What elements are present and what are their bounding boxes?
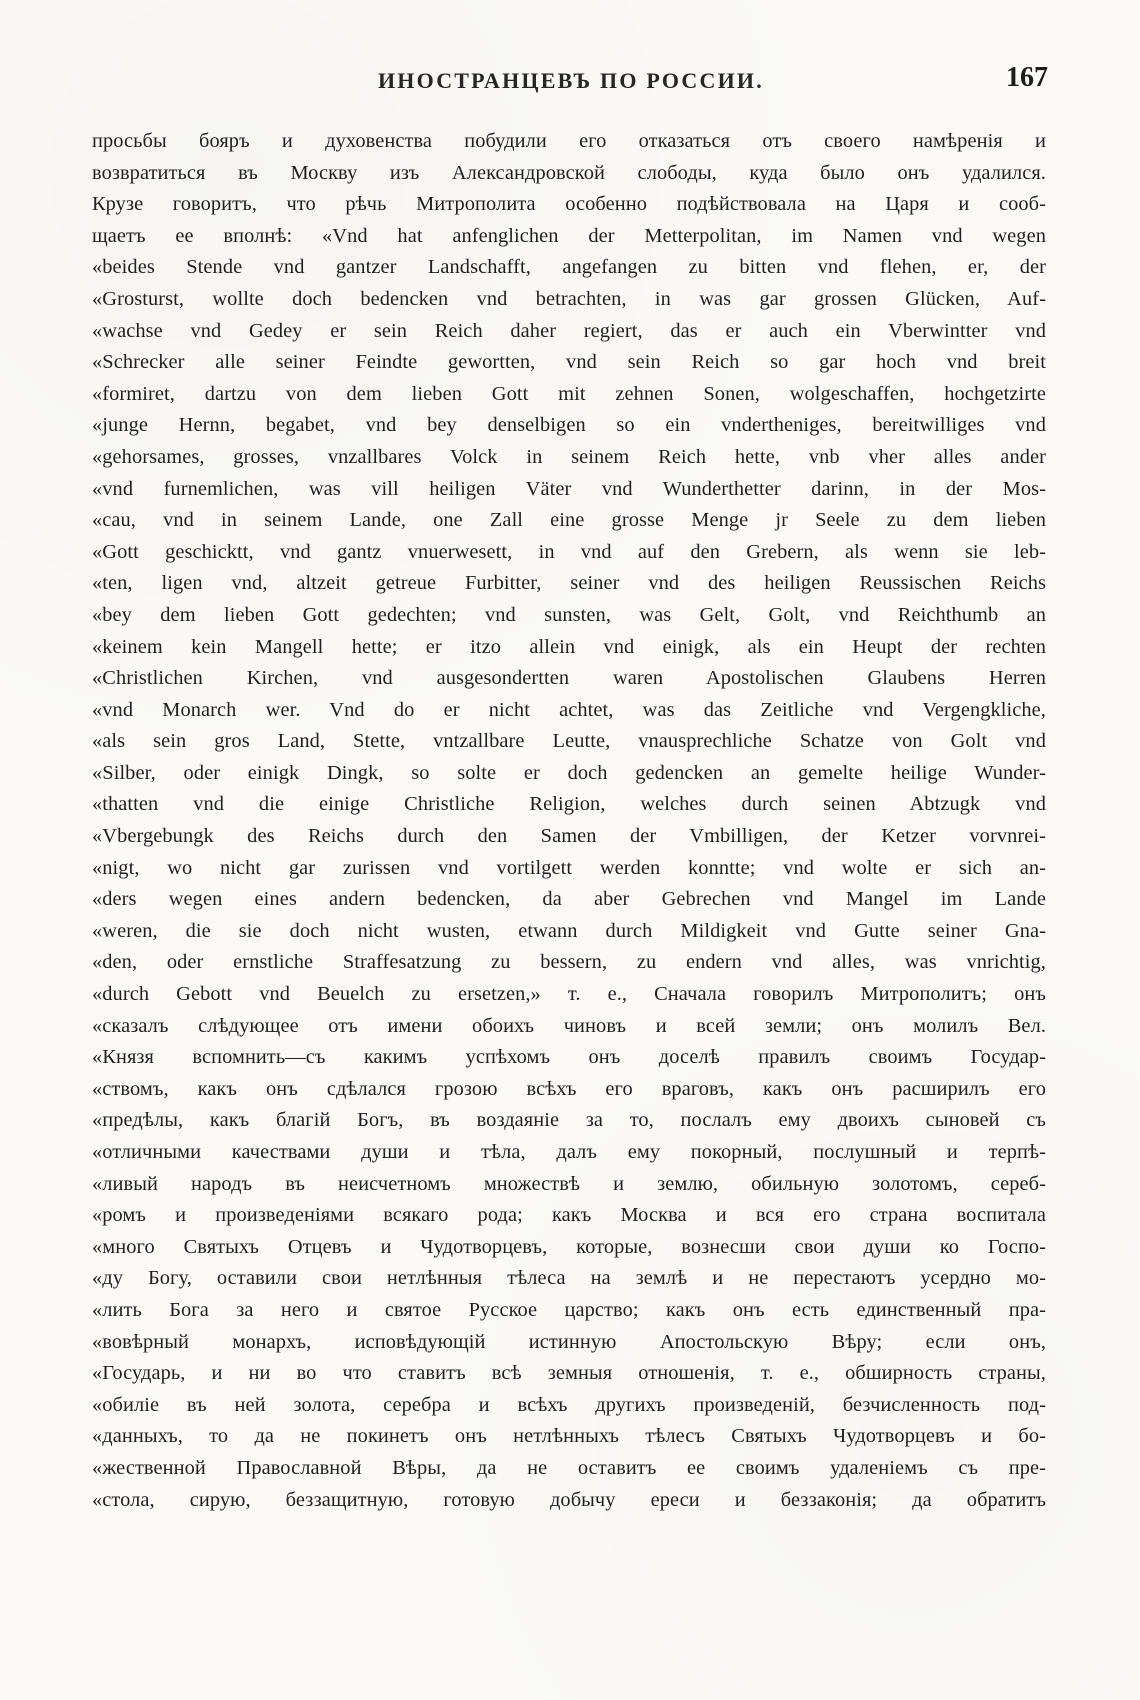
text-line: «ten, ligen vnd, altzeit getreue Furbitter, seiner vnd des heiligen Reussischen Reichs	[92, 572, 1046, 595]
text-line: «данныхъ, то да не покинетъ онъ нетлѣнныхъ тѣлесъ Святыхъ Чудотворцевъ и бо-	[92, 1425, 1046, 1448]
text-line: «предѣлы, какъ благій Богъ, въ воздаяніе за то, послалъ ему двоихъ сыновей съ	[92, 1109, 1046, 1132]
text-line: щаетъ ее вполнѣ: «Vnd hat anfenglichen der Metterpolitan, im Namen vnd wegen	[92, 224, 1046, 247]
text-line: «gehorsames, grosses, vnzallbares Volck in seinem Reich hette, vnb vher alles ander	[92, 445, 1046, 468]
running-head: ИНОСТРАНЦЕВЪ ПО РОССИИ.	[378, 68, 764, 93]
text-line: «ромъ и произведеніями всякаго рода; какъ Москва и вся его страна воспитала	[92, 1204, 1046, 1227]
body-text	[92, 126, 1046, 1516]
text-line: «Князя вспомнить—съ какимъ успѣхомъ онъ доселѣ правилъ своимъ Государ-	[92, 1046, 1046, 1069]
text-line: «bey dem lieben Gott gedechten; vnd sunsten, was Gelt, Golt, vnd Reichthumb an	[92, 603, 1046, 626]
page-number: 167	[1006, 62, 1048, 93]
text-line: «обиліе въ ней золота, серебра и всѣхъ другихъ произведеній, безчисленность под-	[92, 1393, 1046, 1416]
text-line: «als sein gros Land, Stette, vntzallbare Leutte, vnausprechliche Schatze von Golt vnd	[92, 730, 1046, 753]
text-line: «сказалъ слѣдующее отъ имени обоихъ чиновъ и всей земли; онъ молилъ Вел.	[92, 1014, 1046, 1037]
text-line: «Государь, и ни во что ставитъ всѣ земныя отношенія, т. е., обширность страны,	[92, 1362, 1046, 1385]
text-line: «nigt, wo nicht gar zurissen vnd vortilgett werden konntte; vnd wolte er sich an-	[92, 856, 1046, 879]
text-line: «Christlichen Kirchen, vnd ausgesondertten waren Apostolischen Glaubens Herren	[92, 667, 1046, 690]
text-line: «отличными качествами души и тѣла, далъ ему покорный, послушный и терпѣ-	[92, 1141, 1046, 1163]
text-line: «ders wegen eines andern bedencken, da aber Gebrechen vnd Mangel im Lande	[92, 888, 1046, 911]
text-line: Крузе говоритъ, что рѣчь Митрополита особенно подѣйствовала на Царя и сооб-	[92, 193, 1046, 216]
text-line: «ливый народъ въ неисчетномъ множествѣ и землю, обильную золотомъ, сереб-	[92, 1172, 1046, 1195]
text-line: «cau, vnd in seinem Lande, one Zall eine grosse Menge jr Seele zu dem lieben	[92, 509, 1046, 532]
text-line: «ствомъ, какъ онъ сдѣлался грозою всѣхъ его враговъ, какъ онъ расширилъ его	[92, 1077, 1046, 1100]
text-line: «Vbergebungk des Reichs durch den Samen der Vmbilligen, der Ketzer vorvnrei-	[92, 825, 1046, 848]
text-line: «стола, сирую, беззащитную, готовую добычу ереси и беззаконія; да обратитъ	[92, 1488, 1046, 1511]
text-line: «keinem kein Mangell hette; er itzo allein vnd einigk, als ein Heupt der rechten	[92, 635, 1046, 658]
text-line: «wachse vnd Gedey er sein Reich daher regiert, das er auch ein Vberwintter vnd	[92, 319, 1046, 342]
text-line: «thatten vnd die einige Christliche Religion, welches durch seinen Abtzugk vnd	[92, 793, 1046, 816]
text-line: «junge Hernn, begabet, vnd bey denselbigen so ein vndertheniges, bereitwilliges vnd	[92, 414, 1046, 437]
text-line: «Schrecker alle seiner Feindte gewortten, vnd sein Reich so gar hoch vnd breit	[92, 351, 1046, 374]
text-line: «vnd furnemlichen, was vill heiligen Väter vnd Wunderthetter darinn, in der Mos-	[92, 477, 1046, 500]
text-line: «beides Stende vnd gantzer Landschafft, angefangen zu bitten vnd flehen, er, der	[92, 256, 1046, 279]
text-line: «durch Gebott vnd Beuelch zu ersetzen,» т. е., Сначала говорилъ Митрополитъ; онъ	[92, 983, 1046, 1006]
text-line: «weren, die sie doch nicht wusten, etwann durch Mildigkeit vnd Gutte seiner Gna-	[92, 919, 1046, 942]
text-line: «жественной Православной Вѣры, да не оставитъ ее своимъ удаленіемъ съ пре-	[92, 1456, 1046, 1479]
text-line: «Grosturst, wollte doch bedencken vnd betrachten, in was gar grossen Glücken, Auf-	[92, 287, 1046, 310]
text-line: «formiret, dartzu von dem lieben Gott mit zehnen Sonen, wolgeschaffen, hochgetzirte	[92, 382, 1046, 405]
text-line: «ду Богу, оставили свои нетлѣнныя тѣлеса на землѣ и не перестаютъ усердно мо-	[92, 1267, 1046, 1290]
text-line: «лить Бога за него и святое Русское царство; какъ онъ есть единственный пра-	[92, 1298, 1046, 1321]
text-line: возвратиться въ Москву изъ Александровской слободы, куда было онъ удалился.	[92, 161, 1046, 184]
text-line: «Gott geschicktt, vnd gantz vnuerwesett, in vnd auf den Grebern, als wenn sie leb-	[92, 540, 1046, 563]
text-line: просьбы бояръ и духовенства побудили его отказаться отъ своего намѣренія и	[92, 130, 1046, 152]
text-line: «vnd Monarch wer. Vnd do er nicht achtet, was das Zeitliche vnd Vergengkliche,	[92, 698, 1046, 721]
text-line: «вовѣрный монархъ, исповѣдующій истинную Апостольскую Вѣру; если онъ,	[92, 1330, 1046, 1353]
text-line: «den, oder ernstliche Straffesatzung zu bessern, zu endern vnd alles, was vnrichtig,	[92, 951, 1046, 974]
text-line: «много Святыхъ Отцевъ и Чудотворцевъ, которые, вознесши свои души ко Госпо-	[92, 1235, 1046, 1258]
page-header	[92, 62, 1048, 108]
text-line: «Silber, oder einigk Dingk, so solte er doch gedencken an gemelte heilige Wunder-	[92, 761, 1046, 784]
